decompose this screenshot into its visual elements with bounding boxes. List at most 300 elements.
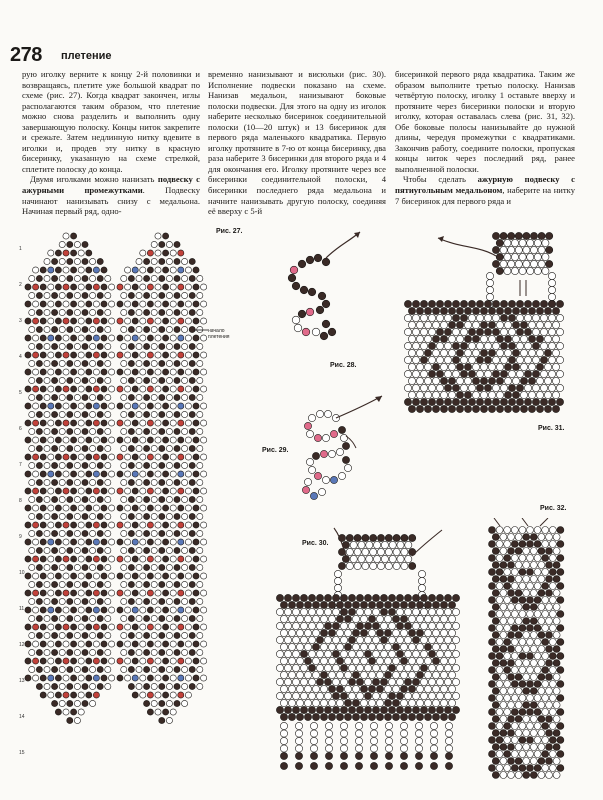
bead-white xyxy=(430,745,437,752)
bead xyxy=(557,597,564,604)
bead xyxy=(48,267,54,273)
bead-white xyxy=(420,650,427,657)
bead-white xyxy=(197,547,203,553)
bead xyxy=(174,326,180,332)
bead-white xyxy=(78,471,84,477)
bead xyxy=(352,671,359,678)
bead-white xyxy=(400,745,407,752)
bead-white xyxy=(530,260,537,267)
bead xyxy=(178,454,184,460)
bead-white xyxy=(292,650,299,657)
bead-white xyxy=(292,608,299,615)
bead-white xyxy=(527,695,534,702)
bead xyxy=(48,335,54,341)
bead xyxy=(360,629,367,636)
bead-white xyxy=(511,653,518,660)
bead xyxy=(340,706,347,713)
bead-white xyxy=(155,624,161,630)
bead xyxy=(344,601,351,608)
row-number: 6 xyxy=(19,426,22,432)
bead-white xyxy=(424,391,431,398)
bead-white xyxy=(511,267,518,274)
bead xyxy=(117,556,123,562)
bead-white xyxy=(316,650,323,657)
bead-white xyxy=(166,666,172,672)
bead xyxy=(40,488,46,494)
bead-white xyxy=(182,258,188,264)
bead xyxy=(542,751,549,758)
bead-white xyxy=(344,657,351,664)
bead-white xyxy=(170,318,176,324)
bead xyxy=(36,666,42,672)
bead-white xyxy=(356,608,363,615)
bead xyxy=(93,556,99,562)
bead xyxy=(159,479,165,485)
bead xyxy=(356,594,363,601)
bead-white xyxy=(452,650,459,657)
bead-white xyxy=(312,699,319,706)
bead xyxy=(63,284,69,290)
bead-white xyxy=(201,301,207,307)
thread-line xyxy=(494,518,548,526)
bead-white xyxy=(48,692,54,698)
bead xyxy=(178,505,184,511)
bead xyxy=(488,321,495,328)
bead xyxy=(193,471,199,477)
bead-white xyxy=(527,751,534,758)
bead xyxy=(489,709,496,716)
bead-white xyxy=(538,688,545,695)
bead-white xyxy=(420,636,427,643)
bead-white xyxy=(392,629,399,636)
bead xyxy=(344,643,351,650)
bead-white xyxy=(546,618,553,625)
bead xyxy=(508,314,515,321)
bead-white xyxy=(544,377,551,384)
bead-white xyxy=(520,391,527,398)
bead xyxy=(500,300,507,307)
bead-white xyxy=(400,699,407,706)
bead-white xyxy=(296,671,303,678)
bead-white xyxy=(440,643,447,650)
bead-white xyxy=(182,292,188,298)
bead xyxy=(101,301,107,307)
bead-white xyxy=(44,496,50,502)
bead xyxy=(71,267,77,273)
bead xyxy=(189,360,195,366)
bead-white xyxy=(508,688,515,695)
bead-white xyxy=(166,615,172,621)
bead-white xyxy=(504,737,511,744)
bead xyxy=(516,398,523,405)
bead xyxy=(82,411,88,417)
bead xyxy=(553,744,560,751)
bead-white xyxy=(151,292,157,298)
bead xyxy=(128,649,134,655)
bead-white xyxy=(155,369,161,375)
bead-white xyxy=(29,309,35,315)
bead-white xyxy=(428,678,435,685)
bead-white xyxy=(140,692,146,698)
bead xyxy=(86,267,92,273)
bead-white xyxy=(105,326,111,332)
bead xyxy=(71,539,77,545)
bead xyxy=(320,450,327,457)
bead xyxy=(163,437,169,443)
bead xyxy=(101,267,107,273)
bead xyxy=(496,377,503,384)
bead-white xyxy=(155,522,161,528)
bead-white xyxy=(59,547,65,553)
bead-white xyxy=(166,309,172,315)
bead xyxy=(128,360,134,366)
bead-white xyxy=(105,479,111,485)
bead-white xyxy=(201,607,207,613)
bead xyxy=(504,583,511,590)
bead-white xyxy=(310,745,317,752)
bead xyxy=(512,363,519,370)
bead-white xyxy=(125,267,131,273)
bead-white xyxy=(440,671,447,678)
bead-white xyxy=(140,641,146,647)
bead xyxy=(147,675,153,681)
bead-white xyxy=(416,391,423,398)
bead xyxy=(400,713,407,720)
bead-white xyxy=(29,513,35,519)
bead xyxy=(128,428,134,434)
bead xyxy=(40,437,46,443)
bead-white xyxy=(121,411,127,417)
bead-white xyxy=(63,505,69,511)
bead xyxy=(489,583,496,590)
bead-white xyxy=(59,309,65,315)
bead-white xyxy=(136,513,142,519)
bead-white xyxy=(201,590,207,596)
bead-white xyxy=(151,615,157,621)
bead xyxy=(324,594,331,601)
bead-white xyxy=(201,352,207,358)
bead xyxy=(298,260,306,268)
bead xyxy=(314,434,321,441)
bead-white xyxy=(530,246,537,253)
bead-white xyxy=(90,666,96,672)
bead-white xyxy=(151,513,157,519)
bead-white xyxy=(201,624,207,630)
bead xyxy=(82,496,88,502)
bead xyxy=(280,713,287,720)
bead-white xyxy=(166,547,172,553)
bead-white xyxy=(360,671,367,678)
bead-white xyxy=(59,428,65,434)
bead-white xyxy=(448,349,455,356)
bead-white xyxy=(412,384,419,391)
bead xyxy=(368,685,375,692)
bead-white xyxy=(352,685,359,692)
figure-29-caption: Рис. 29. xyxy=(262,447,289,454)
bead xyxy=(128,326,134,332)
bead xyxy=(519,541,526,548)
bead-white xyxy=(74,700,80,706)
bead xyxy=(408,629,415,636)
bead-white xyxy=(155,590,161,596)
bead-white xyxy=(63,573,69,579)
bead xyxy=(508,744,515,751)
bead xyxy=(40,369,46,375)
bead-white xyxy=(280,699,287,706)
bead-white xyxy=(527,583,534,590)
bead-white xyxy=(492,314,499,321)
bead xyxy=(415,762,422,769)
bead-white xyxy=(552,363,559,370)
bead-white xyxy=(197,479,203,485)
bead xyxy=(174,598,180,604)
bead xyxy=(409,548,416,555)
bead-white xyxy=(436,664,443,671)
bead xyxy=(412,678,419,685)
bead xyxy=(464,335,471,342)
bead-white xyxy=(121,615,127,621)
bead xyxy=(542,723,549,730)
bead xyxy=(71,284,77,290)
bead xyxy=(36,326,42,332)
bead xyxy=(523,702,530,709)
bead-white xyxy=(372,636,379,643)
bead xyxy=(101,573,107,579)
paragraph: временно нанизывают и висюльки (рис. 30). Исполнение подвески показано на схеме. Нанизав медальон, нанизывают боковые полоски подвески. Для этого на одну из иголок наберите несколько бисеринок соединительной полоски (10—20 штук) и 13 бисеринок для первого ряда маленького квадратика. Первую иголку протяните в 7-ю от конца бисеринку, два раза наберите 3 бисеринки для второго ряда и 4 для окончания его. Иголку протяните через все бисеринки соединительной полоски, 4 бисеринки последнего ряда медальона и начните нанизывать другую полоску, соединяя её вверху с 5-й xyxy=(208,69,386,217)
bead-white xyxy=(515,576,522,583)
bead-white xyxy=(288,685,295,692)
row-number: 2 xyxy=(19,282,22,288)
bead-white xyxy=(44,666,50,672)
bead-white xyxy=(33,607,39,613)
bead-white xyxy=(48,505,54,511)
bead xyxy=(71,369,77,375)
bead-white xyxy=(460,328,467,335)
bead-white xyxy=(436,608,443,615)
bead-white xyxy=(549,681,556,688)
bead xyxy=(534,765,541,772)
bead-white xyxy=(340,434,347,441)
bead-white xyxy=(511,737,518,744)
bead-white xyxy=(549,625,556,632)
bead xyxy=(492,688,499,695)
bead xyxy=(144,547,150,553)
bead xyxy=(97,649,103,655)
bead-white xyxy=(496,667,503,674)
bead xyxy=(93,607,99,613)
bead-white xyxy=(155,709,161,715)
bead-white xyxy=(542,737,549,744)
bead-white xyxy=(523,590,530,597)
bead-white xyxy=(166,394,172,400)
bead-white xyxy=(151,700,157,706)
bead-white xyxy=(29,615,35,621)
bead-white xyxy=(548,272,555,279)
bead xyxy=(516,384,523,391)
bead-white xyxy=(418,577,425,584)
bead xyxy=(52,683,58,689)
bead-white xyxy=(29,428,35,434)
bead-white xyxy=(496,625,503,632)
bead-white xyxy=(155,403,161,409)
bead xyxy=(132,573,138,579)
bead xyxy=(163,658,169,664)
bead xyxy=(193,301,199,307)
bead-white xyxy=(536,377,543,384)
bead-white xyxy=(59,530,65,536)
bead-white xyxy=(155,675,161,681)
bead-white xyxy=(312,615,319,622)
bead xyxy=(163,488,169,494)
bead xyxy=(40,675,46,681)
bead xyxy=(36,649,42,655)
bead xyxy=(128,496,134,502)
bead xyxy=(546,562,553,569)
bead-white xyxy=(78,539,84,545)
bead-white xyxy=(464,321,471,328)
bead-white xyxy=(125,539,131,545)
bead-white xyxy=(29,598,35,604)
bead-white xyxy=(424,321,431,328)
bead xyxy=(300,594,307,601)
bead-white xyxy=(472,363,479,370)
bead-white xyxy=(59,581,65,587)
bead-white xyxy=(346,548,353,555)
bead-white xyxy=(530,632,537,639)
bead xyxy=(312,452,319,459)
bead-white xyxy=(340,745,347,752)
bead xyxy=(55,369,61,375)
bead xyxy=(33,590,39,596)
bead-white xyxy=(74,530,80,536)
bead xyxy=(63,420,69,426)
bead-white xyxy=(105,530,111,536)
bead-white xyxy=(356,636,363,643)
bead xyxy=(101,369,107,375)
bead-white xyxy=(201,539,207,545)
bead xyxy=(546,716,553,723)
bead xyxy=(178,284,184,290)
bead-white xyxy=(93,573,99,579)
bead xyxy=(523,534,530,541)
bead xyxy=(55,624,61,630)
bead-white xyxy=(166,275,172,281)
bead xyxy=(189,394,195,400)
bead xyxy=(178,250,184,256)
bead-white xyxy=(63,607,69,613)
bead-white xyxy=(300,664,307,671)
bead xyxy=(97,683,103,689)
bead-white xyxy=(74,666,80,672)
bead xyxy=(492,562,499,569)
bead xyxy=(464,391,471,398)
bead-white xyxy=(384,657,391,664)
bead xyxy=(82,530,88,536)
bead-white xyxy=(428,622,435,629)
bead-white xyxy=(185,386,191,392)
bead xyxy=(178,420,184,426)
bead xyxy=(71,590,77,596)
bead xyxy=(67,326,73,332)
bead xyxy=(52,462,58,468)
bead xyxy=(420,300,427,307)
bead-white xyxy=(400,737,407,744)
bead-white xyxy=(538,772,545,779)
row-number: 4 xyxy=(19,354,22,360)
bead-white xyxy=(33,369,39,375)
bead-white xyxy=(445,722,452,729)
bead-white xyxy=(380,664,387,671)
bead xyxy=(388,692,395,699)
bead-white xyxy=(201,318,207,324)
bead-white xyxy=(151,377,157,383)
bead-white xyxy=(288,643,295,650)
bead-white xyxy=(556,314,563,321)
bead-white xyxy=(508,260,515,267)
bead xyxy=(159,547,165,553)
bead-white xyxy=(185,658,191,664)
bead xyxy=(189,462,195,468)
bead-white xyxy=(197,598,203,604)
bead xyxy=(55,352,61,358)
bead xyxy=(36,683,42,689)
bead xyxy=(144,360,150,366)
bead xyxy=(432,713,439,720)
bead xyxy=(189,581,195,587)
bead-white xyxy=(151,258,157,264)
bead-white xyxy=(33,573,39,579)
bead-white xyxy=(109,471,115,477)
bead-white xyxy=(276,692,283,699)
bead-white xyxy=(496,363,503,370)
bead-white xyxy=(136,649,142,655)
thread-line xyxy=(438,238,496,256)
bead xyxy=(489,737,496,744)
bead-white xyxy=(328,615,335,622)
bead xyxy=(82,309,88,315)
bead-white xyxy=(334,584,341,591)
bead-white xyxy=(125,658,131,664)
bead-white xyxy=(197,615,203,621)
bead-white xyxy=(185,403,191,409)
bead xyxy=(174,530,180,536)
bead-white xyxy=(428,636,435,643)
bead-white xyxy=(140,624,146,630)
bead-white xyxy=(125,607,131,613)
bead-white xyxy=(185,522,191,528)
bead-white xyxy=(78,386,84,392)
bead xyxy=(144,649,150,655)
bead xyxy=(468,328,475,335)
bead-white xyxy=(121,445,127,451)
bead xyxy=(524,370,531,377)
bead xyxy=(40,420,46,426)
bead-white xyxy=(546,534,553,541)
bead xyxy=(159,632,165,638)
bead-white xyxy=(316,410,323,417)
bead-white xyxy=(480,335,487,342)
bead-white xyxy=(556,384,563,391)
bead-white xyxy=(109,437,115,443)
bead xyxy=(440,713,447,720)
bead-white xyxy=(78,454,84,460)
bead xyxy=(342,442,349,449)
bead-white xyxy=(44,615,50,621)
bead-white xyxy=(105,411,111,417)
bead xyxy=(144,326,150,332)
bead xyxy=(290,266,298,274)
bead-white xyxy=(59,666,65,672)
